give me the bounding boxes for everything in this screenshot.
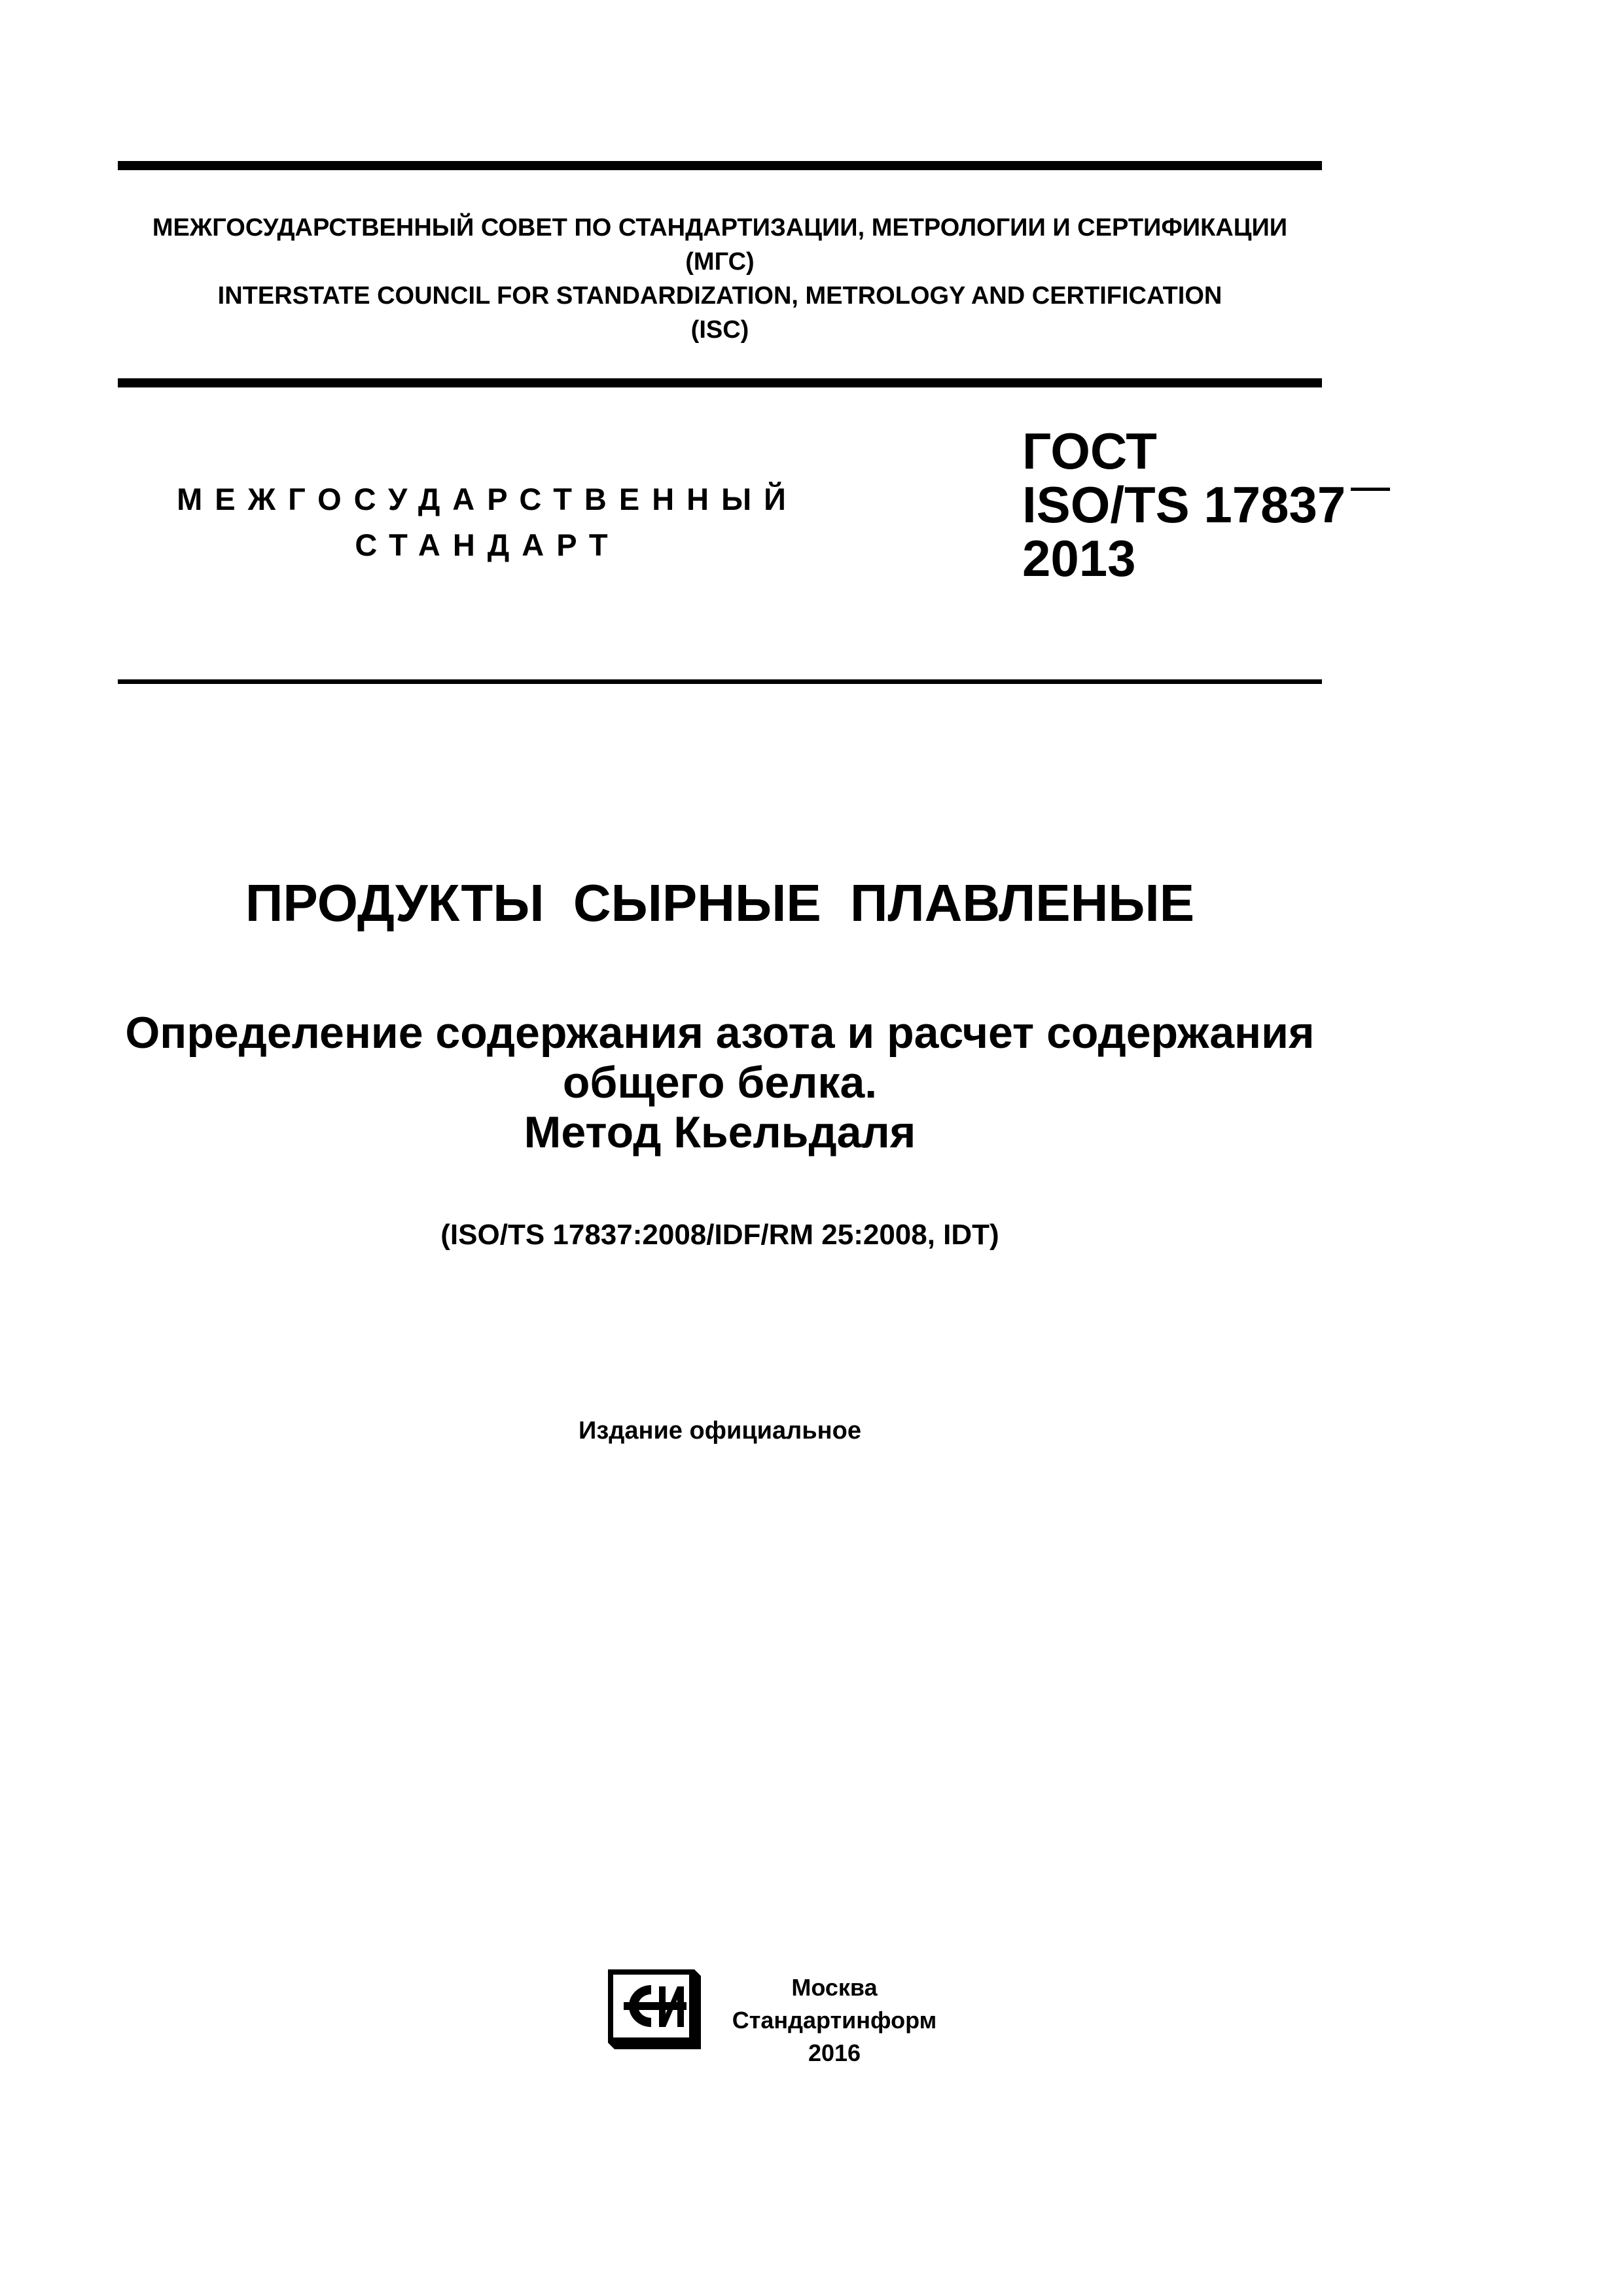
publisher-city: Москва <box>791 1974 878 2001</box>
standard-type-line1: МЕЖГОСУДАРСТВЕННЫЙ <box>177 482 798 516</box>
council-name-en: INTERSTATE COUNCIL FOR STANDARDIZATION, METROLOGY AND CERTIFICATION <box>217 282 1222 310</box>
header-bottom-rule <box>118 378 1322 387</box>
gost-designation <box>1022 424 1390 585</box>
subtitle-line1: Определение содержания азота и расчет содержания <box>125 1008 1315 1058</box>
standard-bottom-rule <box>118 679 1322 684</box>
gost-year: 2013 <box>1022 529 1136 587</box>
publisher-year: 2016 <box>808 2039 861 2066</box>
gost-number: ISO/TS 17837 <box>1022 476 1346 533</box>
council-name-ru: МЕЖГОСУДАРСТВЕННЫЙ СОВЕТ ПО СТАНДАРТИЗАЦИИ, МЕТРОЛОГИИ И СЕРТИФИКАЦИИ <box>152 214 1288 242</box>
publisher-block <box>723 1971 946 2070</box>
gost-number-line <box>1022 478 1390 531</box>
edition-label: Издание официальное <box>579 1417 861 1444</box>
subtitle-line2: общего белка. <box>562 1058 878 1107</box>
council-abbr-en: (ISC) <box>690 316 749 344</box>
gost-label: ГОСТ <box>1022 422 1157 480</box>
subtitle-line3: Метод Кьельдаля <box>524 1107 916 1157</box>
document-subtitle <box>92 1008 1348 1157</box>
gost-dash <box>1351 488 1390 491</box>
standard-type-line2: СТАНДАРТ <box>355 528 620 562</box>
standard-type <box>118 476 857 568</box>
council-abbr-ru: (МГС) <box>685 248 755 276</box>
council-header <box>118 211 1322 347</box>
iso-reference: (ISO/TS 17837:2008/IDF/RM 25:2008, IDT) <box>440 1219 999 1251</box>
document-title: ПРОДУКТЫ СЫРНЫЕ ПЛАВЛЕНЫЕ <box>245 874 1195 932</box>
standartinform-logo-icon <box>605 1967 704 2052</box>
publisher-name: Стандартинформ <box>732 2007 937 2034</box>
top-rule <box>118 161 1322 170</box>
